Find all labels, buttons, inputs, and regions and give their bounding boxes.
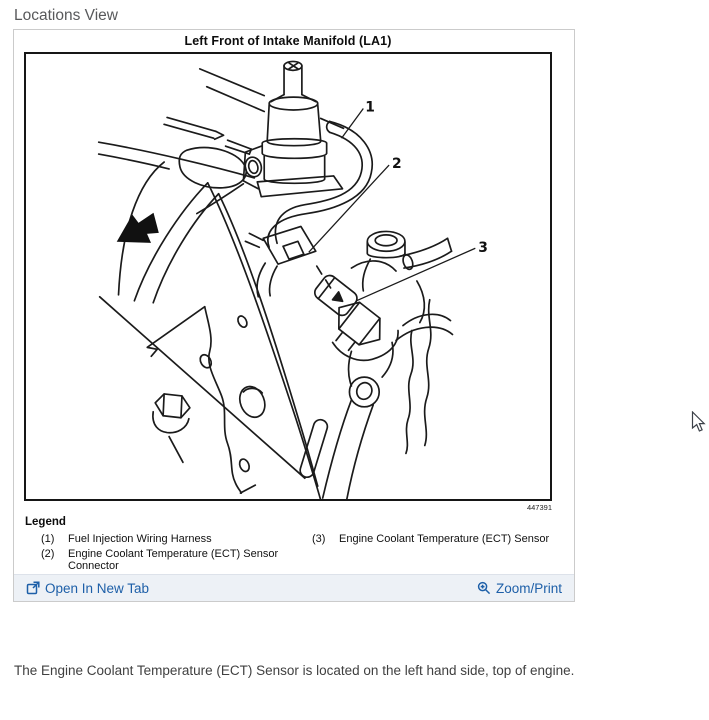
figure-title: Left Front of Intake Manifold (LA1): [184, 34, 392, 48]
figure-toolbar: [14, 574, 574, 601]
direction-arrow: [118, 214, 159, 243]
open-in-new-tab-icon: [26, 581, 40, 595]
open-in-new-tab-label: Open In New Tab: [45, 580, 150, 596]
legend-item-label: Engine Coolant Temperature (ECT) Sensor: [339, 533, 550, 545]
legend-item-number: (3): [312, 533, 326, 545]
callout-label-3: 3: [478, 240, 488, 257]
diagram-frame: [24, 52, 552, 501]
legend-item-label: Fuel Injection Wiring Harness: [68, 533, 212, 545]
legend-heading: Legend: [25, 516, 66, 528]
figure-number: 447391: [526, 503, 552, 512]
legend-item-number: (1): [41, 533, 55, 545]
intake-manifold-diagram: [26, 54, 550, 499]
caption-text: The Engine Coolant Temperature (ECT) Sensor is located on the left hand side, top of engine.: [14, 663, 575, 678]
zoom-print-link[interactable]: [477, 581, 562, 596]
zoom-in-magnifier-icon: [477, 581, 491, 595]
figure-panel: [13, 29, 575, 602]
legend: [14, 516, 574, 575]
legend-item: [312, 533, 572, 546]
legend-item-label: Engine Coolant Temperature (ECT) Sensor Connector: [68, 547, 279, 572]
callout-label-2: 2: [392, 155, 402, 172]
legend-item-number: (2): [41, 547, 55, 560]
mouse-cursor-icon: [691, 411, 707, 440]
zoom-print-label: Zoom/Print: [495, 580, 562, 596]
open-in-new-tab-link[interactable]: [26, 581, 149, 596]
legend-item: [41, 533, 299, 546]
page-title: Locations View: [14, 7, 118, 24]
legend-item: [41, 548, 299, 573]
callout-label-1: 1: [365, 99, 375, 116]
